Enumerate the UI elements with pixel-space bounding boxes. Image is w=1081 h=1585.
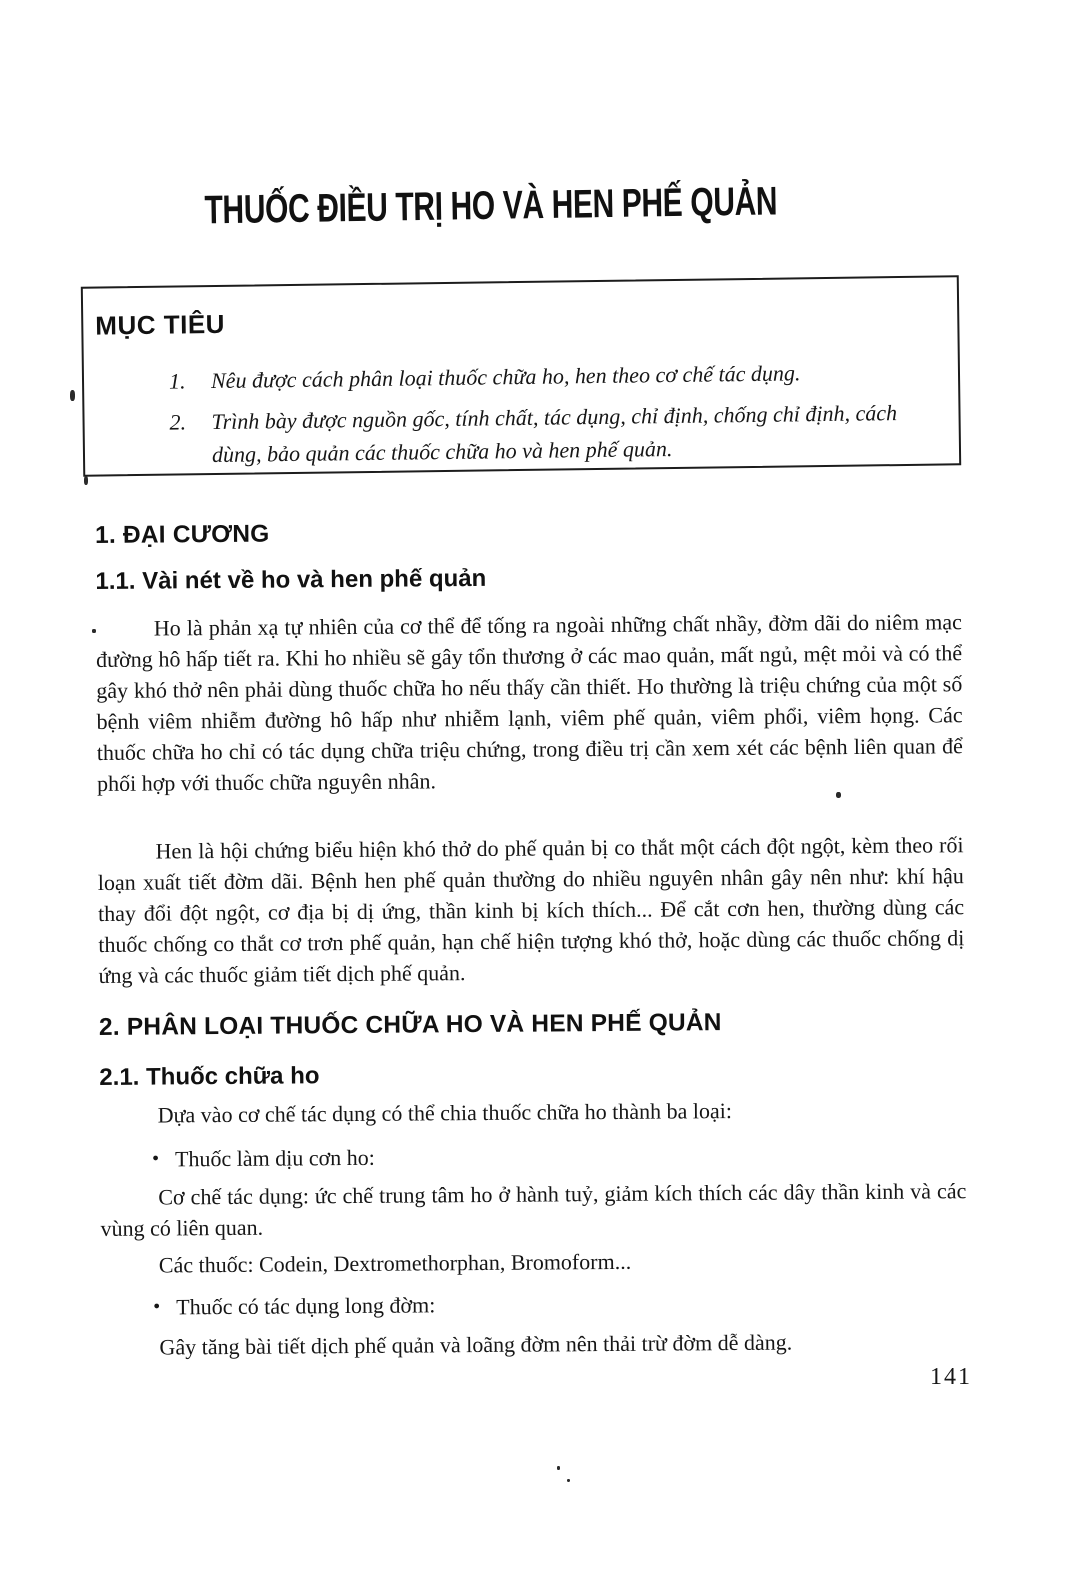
page-title: THUỐC ĐIỀU TRỊ HO VÀ HEN PHẾ QUẢN (204, 179, 778, 233)
paragraph-asthma-overview: Hen là hội chứng biểu hiện khó thở do phế quản bị co thắt một cách đột ngột, kèm theo rối loạn xuất tiết đờm dãi. Bệnh hen phế quản thường do nhiều nguyên nhân gây nên như: khí hậu thay đổi đột ngột, cơ địa bị dị ứng, thần kinh bị kích thích... Để cắt cơn hen, thường dùng các thuốc chống co thắt cơ trơn phế quản, hạn chế hiện tượng khó thở, hoặc dùng các thuốc chống dị ứng và các thuốc giảm tiết dịch phế quản. (97, 832, 965, 988)
expectorant-description: Gây tăng bài tiết dịch phế quản và loãng đờm nên thải trừ đờm dễ dàng. (159, 1329, 793, 1360)
page-number: 141 (930, 1364, 972, 1390)
section-2-heading: 2. PHÂN LOẠI THUỐC CHỮA HO VÀ HEN PHẾ QUẢN (98, 1009, 722, 1041)
scan-artifact (557, 1466, 560, 1470)
objective-item (169, 355, 940, 398)
scan-artifact (836, 792, 841, 798)
cough-soother-drugs: Các thuốc: Codein, Dextromethorphan, Bromoform... (158, 1248, 632, 1278)
scan-artifact (70, 390, 75, 401)
objectives-box (81, 275, 961, 476)
section-1-heading: 1. ĐẠI CƯƠNG (95, 520, 270, 549)
objective-text: Trình bày được nguồn gốc, tính chất, tác dụng, chỉ định, chống chỉ định, cách dùng, bảo quản các thuốc chữa ho và hen phế quản. (211, 400, 898, 468)
section-2-1-heading: 2.1. Thuốc chữa ho (99, 1062, 320, 1091)
classification-intro: Dựa vào cơ chế tác dụng có thể chia thuốc chữa ho thành ba loại: (157, 1098, 733, 1128)
scan-artifact (567, 1479, 570, 1482)
bullet-icon: • (153, 1295, 161, 1318)
list-item-cough-soother (100, 1137, 966, 1177)
section-1-1-heading: 1.1. Vài nét về ho và hen phế quản (95, 564, 487, 595)
paragraph-cough-overview: Ho là phản xạ tự nhiên của cơ thể để tống ra ngoài những chất nhầy, đờm dãi do niêm mạc đường hô hấp tiết ra. Khi ho nhiều sẽ gây tổn thương ở các mao quản, mất ngủ, mệt mỏi và có thể gây khó thở nên phải dùng thuốc chữa ho nếu thấy cần thiết. Ho thường là triệu chứng của một số bệnh viêm nhiễm đường hô hấp như nhiễm lạnh, viêm phế quản, viêm phổi, viêm họng. Các thuốc chữa ho chỉ có tác dụng chữa triệu chứng, trong điều trị cần xem xét các bệnh liên quan để phối hợp với thuốc chữa nguyên nhân. (95, 609, 963, 796)
objectives-heading: MỤC TIÊU (95, 308, 226, 341)
objective-number: 2. (169, 409, 187, 435)
list-item-label: Thuốc có tác dụng long đờm: (176, 1292, 436, 1320)
objective-text: Nêu được cách phân loại thuốc chữa ho, hen theo cơ chế tác dụng. (210, 360, 801, 394)
main-content (95, 513, 967, 1360)
cough-soother-mechanism: Cơ chế tác dụng: ức chế trung tâm ho ở hành tuỷ, giảm kích thích các dây thần kinh và các vùng có liên quan. (100, 1178, 967, 1241)
list-item-expectorant (101, 1285, 967, 1325)
scan-artifact (84, 476, 88, 485)
objectives-list (96, 355, 941, 473)
bullet-icon: • (151, 1147, 160, 1170)
list-item-label: Thuốc làm dịu cơn ho: (174, 1144, 375, 1172)
scan-artifact (92, 629, 96, 633)
objective-number: 1. (168, 368, 186, 394)
objective-item (169, 396, 941, 472)
